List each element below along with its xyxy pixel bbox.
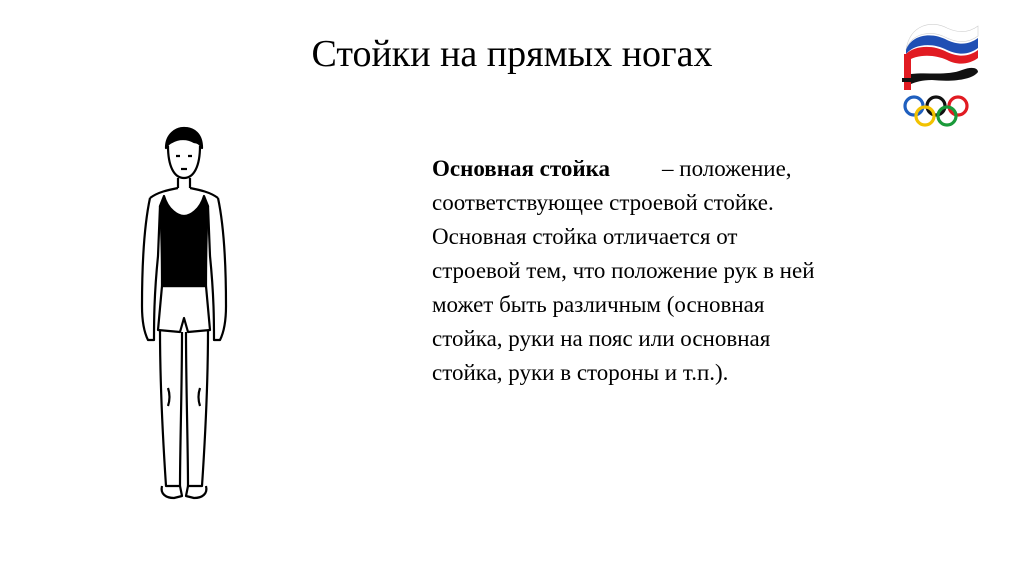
- torch-handle: [904, 54, 911, 90]
- standing-figure-illustration: [132, 126, 232, 501]
- figure-shoulders: [150, 188, 218, 198]
- ring-yellow: [916, 107, 934, 125]
- definition-line: может быть различным (основная: [432, 292, 765, 317]
- figure-tank-top: [160, 196, 208, 286]
- term-basic-stance: Основная стойка: [432, 156, 611, 181]
- ring-black: [927, 97, 945, 115]
- ring-green: [938, 107, 956, 125]
- definition-line: соответствующее строевой стойке.: [432, 190, 774, 215]
- figure-left-leg: [160, 330, 182, 486]
- definition-start: – положение,: [662, 156, 792, 181]
- torch-band: [902, 78, 913, 82]
- ring-blue: [905, 97, 923, 115]
- figure-feet: [162, 486, 207, 498]
- ring-red: [949, 97, 967, 115]
- definition-line: стойка, руки в стороны и т.п.).: [432, 360, 729, 385]
- figure-right-arm: [208, 198, 226, 340]
- slide-title: Стойки на прямых ногах: [311, 33, 713, 75]
- figure-left-arm: [142, 198, 160, 340]
- figure-neck: [178, 178, 190, 188]
- definition-text-block: [432, 152, 952, 390]
- figure-hair: [166, 128, 202, 148]
- definition-line: строевой тем, что положение рук в ней: [432, 258, 815, 283]
- definition-first-line: [432, 152, 952, 186]
- figure-knees: [168, 388, 200, 406]
- torch-flame: [911, 68, 978, 84]
- figure-right-leg: [186, 330, 208, 486]
- definition-line: стойка, руки на пояс или основная: [432, 326, 771, 351]
- definition-line: Основная стойка отличается от: [432, 224, 738, 249]
- olympic-emblem-logo: [892, 14, 982, 134]
- figure-shorts: [158, 286, 210, 332]
- olympic-rings: [905, 97, 967, 125]
- figure-head: [168, 146, 200, 178]
